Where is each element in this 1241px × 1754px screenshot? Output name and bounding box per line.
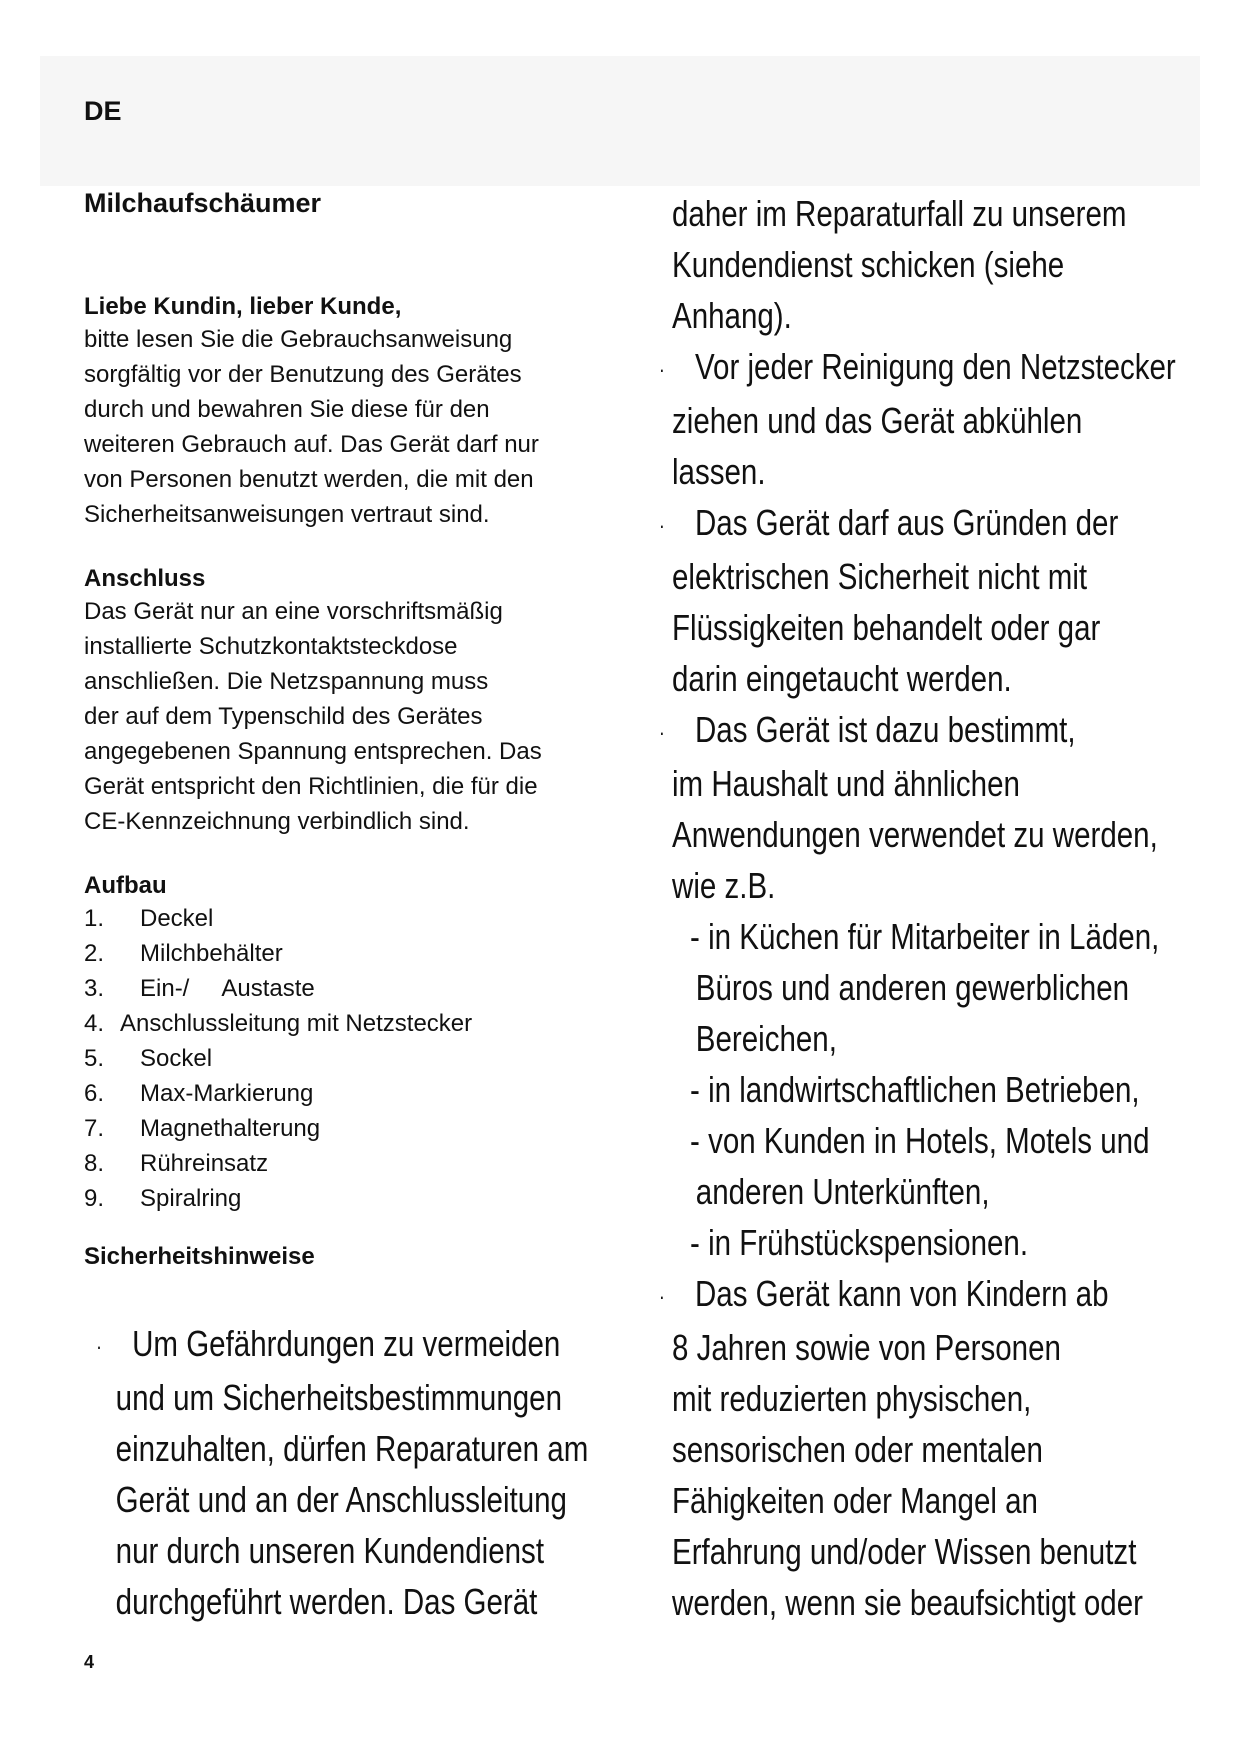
safety-bullet-1: · Um Gefährdungen zu vermeiden und um Sicherheitsbestimmungen einzuhalten, dürfen Reparaturen am Gerät und an der Anschlussleitung nur durch unseren Kundendienst durchgeführt werden. Das Gerät: [96, 1318, 588, 1627]
bullet-icon: ·: [96, 1333, 103, 1359]
list-item: 4. Anschlussleitung mit Netzstecker: [84, 1010, 473, 1037]
safety-bullet-2: · Vor jeder Reinigung den Netzstecker ziehen und das Gerät abkühlen lassen.: [659, 341, 1176, 497]
list-item: 6. Max-Markierung: [84, 1080, 314, 1107]
left-column: [84, 292, 604, 1272]
safety-bullet-3: · Das Gerät darf aus Gründen der elektrischen Sicherheit nicht mit Flüssigkeiten behandelt oder gar darin eingetaucht werden.: [659, 497, 1176, 704]
aufbau-heading: Aufbau: [84, 872, 167, 899]
bullet-icon: ·: [658, 1283, 665, 1309]
list-item: 3. Ein-/ Austaste: [84, 975, 315, 1002]
anschluss-text: Das Gerät nur an eine vorschriftsmäßig installierte Schutzkontaktsteckdose anschließen. Die Netzspannung muss der auf dem Typenschild des Gerätes angegebenen Spannung entsprechen. Das Gerät entspricht den Richtlinien, die für die CE-Kennzeichnung verbindlich sind.: [84, 598, 542, 835]
bullet-icon: ·: [658, 356, 665, 382]
list-item: - in Küchen für Mitarbeiter in Läden,: [690, 915, 1160, 957]
language-code: DE: [84, 96, 122, 126]
list-item: - von Kunden in Hotels, Motels und: [690, 1119, 1150, 1161]
parts-list: [84, 901, 604, 1216]
safety-bullet-4: · Das Gerät ist dazu bestimmt, im Haushalt und ähnlichen Anwendungen verwendet zu werden, wie z.B.: [659, 704, 1176, 911]
anschluss-heading: Anschluss: [84, 565, 206, 592]
header-band: [40, 56, 1200, 186]
list-item: 8. Rühreinsatz: [84, 1150, 269, 1177]
list-item: 2. Milchbehälter: [84, 940, 283, 967]
list-item: - in landwirtschaftlichen Betrieben,: [690, 1068, 1140, 1110]
greeting-text: bitte lesen Sie die Gebrauchsanweisung sorgfältig vor der Benutzung des Gerätes durch und bewahren Sie diese für den weiteren Gebrauch auf. Das Gerät darf nur von Personen benutzt werden, die mit den Sicherheitsanweisungen vertraut sind.: [84, 326, 539, 528]
safety-bullet-1-continued: daher im Reparaturfall zu unserem Kundendienst schicken (siehe Anhang).: [672, 193, 1127, 336]
list-item: 5. Sockel: [84, 1045, 213, 1072]
bullet-icon: ·: [658, 719, 665, 745]
list-item: 9. Spiralring: [84, 1185, 242, 1212]
page-title: Milchaufschäumer: [84, 188, 322, 218]
safety-heading: Sicherheitshinweise: [84, 1243, 315, 1270]
list-item: - in Frühstückspensionen.: [690, 1221, 1029, 1263]
greeting-heading: Liebe Kundin, lieber Kunde,: [84, 293, 402, 320]
bullet-icon: ·: [658, 512, 665, 538]
list-item: 7. Magnethalterung: [84, 1115, 321, 1142]
page-number: 4: [84, 1652, 95, 1672]
list-item: 1. Deckel: [84, 905, 214, 932]
usage-examples: - in Küchen für Mitarbeiter in Läden, Büros und anderen gewerblichen Bereichen, - in landwirtschaftlichen Betrieben, - von Kunden in Hotels, Motels und anderen Unterkünften, - in Frühstückspensionen.: [690, 915, 1160, 1263]
right-column: [658, 188, 1176, 1628]
safety-bullet-5: · Das Gerät kann von Kindern ab 8 Jahren sowie von Personen mit reduzierten physischen, sensorischen oder mentalen Fähigkeiten oder Mangel an Erfahrung und/oder Wissen benutzt werden, wenn sie beaufsichtigt oder: [659, 1268, 1176, 1628]
